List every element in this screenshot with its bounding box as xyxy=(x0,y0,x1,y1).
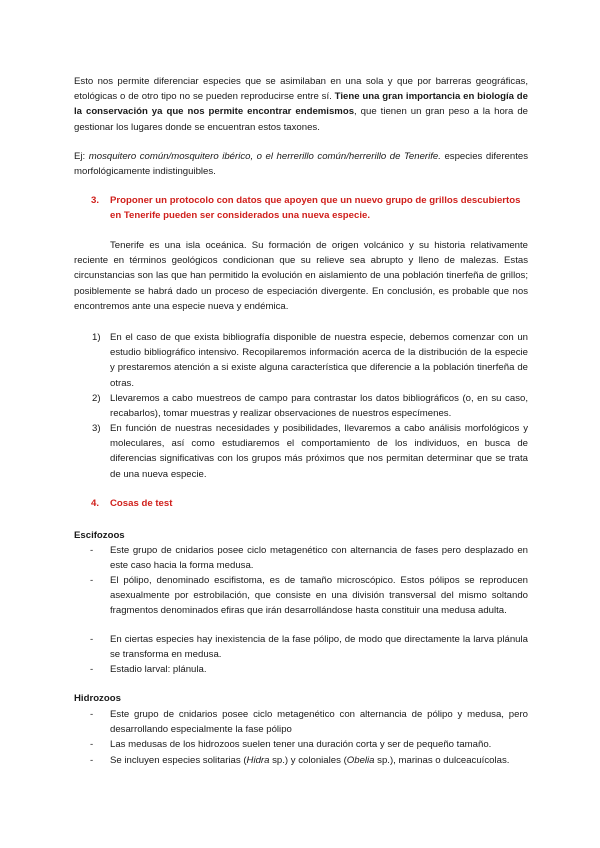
section-3-paragraph: Tenerife es una isla oceánica. Su formación de origen volcánico y su historia relativamente reciente en términos geológicos condicionan que su relieve sea abrupto y lleno de malezas. Estas circunstancias son las que han permitido la evolución en aislamiento de una población tinerfeña de grillos; posiblemente se habrá dado un proceso de especiación divergente. En conclusión, es probable que nos encontremos ante una especie nueva y endémica. xyxy=(74,240,528,312)
hidrozoos-item-1: Este grupo de cnidarios posee ciclo metagenético con alternancia de pólipo y medusa, pero desarrollando especialmente la fase pólipo xyxy=(110,709,528,736)
step-2-text: Llevaremos a cabo muestreos de campo para contrastar los datos bibliográficos (o, en su caso, recabarlos), tomar muestras y realizar observaciones de nuestros especímenes. xyxy=(110,393,528,420)
escifozoos-item-3: En ciertas especies hay inexistencia de la fase pólipo, de modo que directamente la larva plánula se transforma en medusa. xyxy=(110,634,528,661)
step-2-number: 2) xyxy=(92,393,101,404)
hidrozoos-dash-2: - xyxy=(90,739,94,750)
section-4-number: 4. xyxy=(91,498,100,509)
intro-bold-text: Tiene una gran importancia en biología de la conservación ya que nos permite encontrar endemismos xyxy=(74,91,529,118)
section-4-title: Cosas de test xyxy=(110,498,173,509)
hidrozoos-dash-1: - xyxy=(90,709,94,720)
section-3-title: Proponer un protocolo con datos que apoyen que un nuevo grupo de grillos descubiertos en Tenerife pueden ser considerados una nueva especie. xyxy=(110,195,521,222)
escifozoos-dash-4: - xyxy=(90,664,94,675)
step-3-text: En función de nuestras necesidades y posibilidades, llevaremos a cabo análisis morfológicos y moleculares, así como estudiaremos el comportamiento de los individuos, en busca de diferencias significativas con los grupos más próximos que nos permitan determinar que se trata de una nueva especie. xyxy=(110,423,528,480)
obelia-genus: Obelia xyxy=(346,755,375,766)
step-1-text: En el caso de que exista bibliografía disponible de nuestra especie, debemos comenzar con un estudio bibliográfico intensivo. Recopilaremos información acerca de la distribución de la especie y prestaremos atención a si existe alguna característica que diferencie a la población tinerfeña de otras. xyxy=(110,332,528,389)
hidrozoos-heading: Hidrozoos xyxy=(74,693,121,704)
escifozoos-dash-3: - xyxy=(90,634,94,645)
step-1-number: 1) xyxy=(92,332,101,343)
hidrozoos-item-3-text: Se incluyen especies solitarias ( xyxy=(110,755,247,766)
intro-text-end: , que tienen un gran peso a la hora de gestionar los lugares donde se encuentran estos taxones. xyxy=(74,106,528,133)
intro-paragraph-2 xyxy=(74,149,528,179)
intro-paragraph-1 xyxy=(74,74,528,135)
hidrozoos-item-3-text-3: sp.), marinas o dulceacuícolas. xyxy=(374,755,510,766)
step-3-number: 3) xyxy=(92,423,101,434)
section-3-number: 3. xyxy=(91,195,100,206)
hidrozoos-item-3 xyxy=(110,753,528,768)
escifozoos-dash-2: - xyxy=(90,575,94,586)
hidrozoos-item-3-text-2: sp.) y coloniales ( xyxy=(269,755,347,766)
escifozoos-item-1: Este grupo de cnidarios posee ciclo metagenético con alternancia de fases pero desplazado en este caso hacia la forma medusa. xyxy=(110,545,528,572)
escifozoos-dash-1: - xyxy=(90,545,94,556)
escifozoos-item-4: Estadio larval: plánula. xyxy=(110,664,207,675)
intro-text: Esto nos permite diferenciar especies que se asimilaban en una sola y que por barreras geográficas, etológicas o de otro tipo no se pueden reproducirse entre sí. xyxy=(74,76,528,103)
hidrozoos-item-2: Las medusas de los hidrozoos suelen tener una duración corta y ser de pequeño tamaño. xyxy=(110,739,492,750)
hidra-genus: Hidra xyxy=(246,755,270,766)
escifozoos-heading: Escifozoos xyxy=(74,530,125,541)
escifozoos-item-2: El pólipo, denominado escifistoma, es de tamaño microscópico. Estos pólipos se reproducen asexualmente por estrobilación, que consiste en una división transversal del mismo soltando fragmentos denominados efiras que irán desarrollándose hasta constituir una medusa adulta. xyxy=(110,575,528,617)
hidrozoos-dash-3: - xyxy=(90,755,94,766)
example-label: Ej: xyxy=(74,151,89,162)
example-species: mosquitero común/mosquitero ibérico, o el herrerillo común/herrerillo de Tenerife. xyxy=(88,151,441,162)
example-text: especies diferentes morfológicamente indistinguibles. xyxy=(74,151,528,178)
